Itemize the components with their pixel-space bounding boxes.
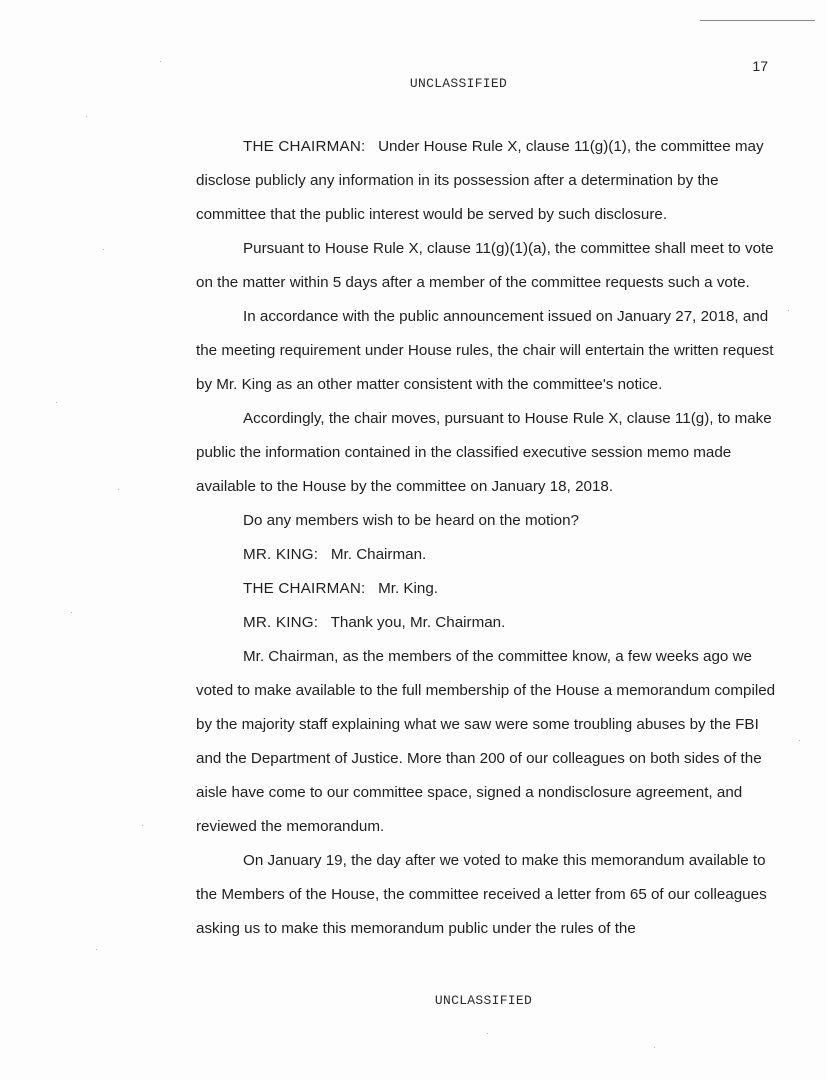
transcript-paragraph (196, 844, 781, 946)
scan-speck (487, 1033, 488, 1034)
paragraph-text: On January 19, the day after we voted to make this memorandum available to the Members of the House, the committee received a letter from 65 of our colleagues asking us to make this memorandum public under the rules of the (196, 852, 767, 937)
scan-speck (142, 825, 143, 826)
footer-classification-marking: UNCLASSIFIED (434, 993, 533, 1008)
scan-speck (160, 61, 161, 62)
speaker-label: MR. KING: (243, 614, 319, 631)
transcript-paragraph (196, 606, 781, 640)
speaker-label: THE CHAIRMAN: (243, 580, 366, 597)
paragraph-text: Pursuant to House Rule X, clause 11(g)(1)(a), the committee shall meet to vote on the matter within 5 days after a member of the committee requests such a vote. (196, 240, 774, 291)
paragraph-text: Accordingly, the chair moves, pursuant to House Rule X, clause 11(g), to make public the information contained in the classified executive session memo made available to the House by the committee on January 18, 2018. (196, 410, 772, 495)
transcript-paragraph (196, 504, 781, 538)
paragraph-text: Mr. Chairman. (330, 546, 427, 563)
scan-speck (71, 612, 72, 613)
scan-speck (103, 249, 104, 250)
paragraph-text: In accordance with the public announcement issued on January 27, 2018, and the meeting requirement under House rules, the chair will entertain the written request by Mr. King as an other matter consistent with the committee's notice. (196, 308, 774, 393)
transcript-paragraph (196, 538, 781, 572)
scan-speck (788, 310, 789, 311)
scan-speck (86, 116, 87, 117)
transcript-paragraph (196, 572, 781, 606)
scan-artifact-line (700, 20, 815, 21)
paragraph-text: Thank you, Mr. Chairman. (330, 614, 506, 631)
speaker-label: THE CHAIRMAN: (243, 138, 366, 155)
scan-speck (96, 949, 97, 950)
paragraph-text: Under House Rule X, clause 11(g)(1), the committee may disclose publicly any information in its possession after a determination by the committee that the public interest would be served by such disclosure. (196, 138, 764, 223)
paragraph-text: Mr. Chairman, as the members of the committee know, a few weeks ago we voted to make available to the full membership of the House a memorandum compiled by the majority staff explaining what we saw were some troubling abuses by the FBI and the Department of Justice. More than 200 of our colleagues on both sides of the aisle have come to our committee space, signed a nondisclosure agreement, and reviewed the memorandum. (196, 648, 776, 835)
header-classification-marking: UNCLASSIFIED (409, 76, 508, 91)
scan-speck (799, 740, 800, 741)
speaker-label: MR. KING: (243, 546, 319, 563)
transcript-paragraph (196, 640, 781, 844)
paragraph-text: Mr. King. (378, 580, 439, 597)
transcript-body (196, 130, 781, 946)
scan-speck (56, 402, 57, 403)
transcript-paragraph (196, 232, 781, 300)
transcript-paragraph (196, 130, 781, 232)
transcript-paragraph (196, 402, 781, 504)
page-number: 17 (752, 58, 768, 74)
scan-speck (654, 1047, 655, 1048)
transcript-paragraph (196, 300, 781, 402)
paragraph-text: Do any members wish to be heard on the motion? (243, 512, 579, 529)
scan-speck (118, 489, 119, 490)
